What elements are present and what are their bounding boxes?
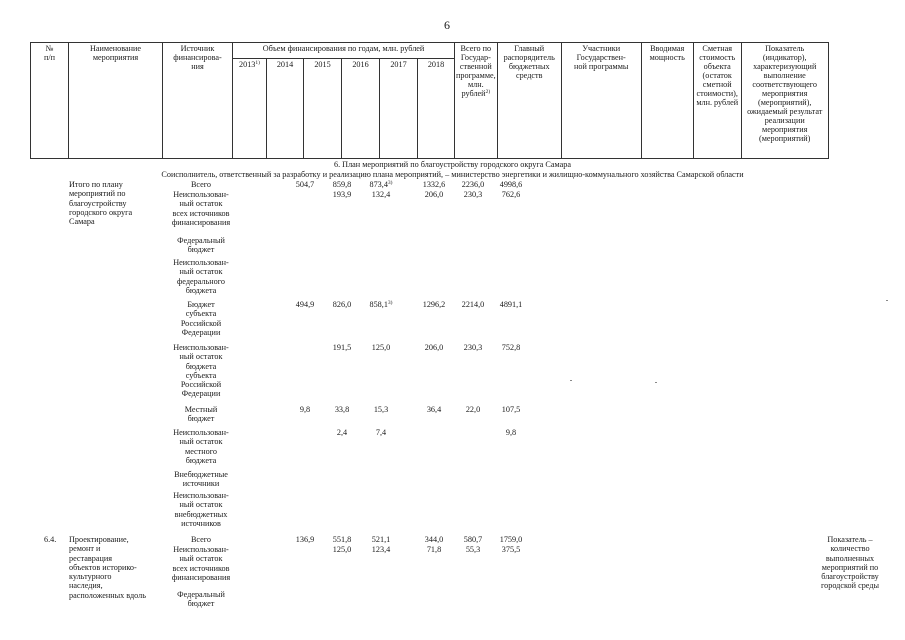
header-indicator: Показатель (индикатор), характеризующий выполнение соответствующего мероприятия (мероприятий), ожидаемый результат реализации мероприятия (мероприятий) <box>741 43 828 159</box>
value-total: 752,8 <box>501 343 521 352</box>
value-2016: 521,1 <box>371 535 391 544</box>
value-total: 1759,0 <box>499 535 523 544</box>
value-2018: 580,7 <box>463 535 483 544</box>
value-2016: 132,4 <box>371 190 391 199</box>
value-2015: 191,5 <box>332 343 352 352</box>
item-name: Проектирование, ремонт и реставрация объектов историко- культурного наследия, расположенных вдоль <box>69 535 146 600</box>
header-year-2018: 2018 <box>418 59 455 159</box>
value-2017: 71,8 <box>426 545 442 554</box>
source-label: Федеральный бюджет <box>177 236 225 255</box>
value-2014: 494,9 <box>295 300 315 309</box>
value-2015: 193,9 <box>332 190 352 199</box>
header-manager: Главный распорядитель бюджетных средств <box>497 43 561 159</box>
value-2016: 7,4 <box>375 428 387 437</box>
value-2018: 230,3 <box>463 343 483 352</box>
value-2015: 2,4 <box>336 428 348 437</box>
value-2016: 15,3 <box>373 405 389 414</box>
header-year-2015: 2015 <box>304 59 342 159</box>
value-2015: 33,8 <box>334 405 350 414</box>
source-label: Всего <box>190 180 212 189</box>
value-total: 762,6 <box>501 190 521 199</box>
value-2017: 206,0 <box>424 190 444 199</box>
source-label: Неиспользован- ный остаток местного бюджета <box>173 428 229 465</box>
value-2015: 125,0 <box>332 545 352 554</box>
header-volume: Объем финансирования по годам, млн. рублей <box>233 43 455 59</box>
value-2017: 206,0 <box>424 343 444 352</box>
value-total: 4998,6 <box>499 180 523 189</box>
header-year-2014: 2014 <box>267 59 304 159</box>
header-estimate: Сметная стоимость объекта (остаток сметной стоимости), млн. рублей <box>693 43 741 159</box>
header-year-2017: 2017 <box>380 59 418 159</box>
scan-speck <box>570 380 572 381</box>
header-num: № п/п <box>31 43 69 159</box>
header-year-2016: 2016 <box>342 59 380 159</box>
source-label: Неиспользован- ный остаток федерального бюджета <box>173 258 229 295</box>
source-label: Всего <box>190 535 212 544</box>
value-2016: 858,1$^{3)}$ <box>369 300 393 309</box>
source-label: Бюджет субъекта Российской Федерации <box>180 300 222 337</box>
source-label: Местный бюджет <box>184 405 218 424</box>
value-2015: 551,8 <box>332 535 352 544</box>
value-total: 4891,1 <box>499 300 523 309</box>
total-block-name: Итого по плану мероприятий по благоустройству городского округа Самара <box>69 180 133 227</box>
value-2016: 125,0 <box>371 343 391 352</box>
source-label: Неиспользован- ный остаток всех источников финансирования <box>171 190 231 227</box>
value-2014: 504,7 <box>295 180 315 189</box>
value-2018: 230,3 <box>463 190 483 199</box>
page-number: 6 <box>444 18 450 32</box>
header-total: Всего по Государ- ственной программе, млн. рублей$^{2)}$ <box>455 43 498 159</box>
section-executor: Соисполнитель, ответственный за разработку и реализацию плана мероприятий, – министерство энергетики и жилищно-коммунального хозяйства Самарской области <box>161 170 744 179</box>
value-2018: 2236,0 <box>461 180 485 189</box>
value-2015: 859,8 <box>332 180 352 189</box>
source-label: Неиспользован- ный остаток бюджета субъекта Российской Федерации <box>173 343 229 399</box>
scan-speck <box>655 382 657 383</box>
item-number: 6.4. <box>44 535 57 544</box>
source-label: Неиспользован- ный остаток внебюджетных источников <box>173 491 229 528</box>
source-label: Внебюджетные источники <box>174 470 228 489</box>
value-2018: 55,3 <box>465 545 481 554</box>
value-total: 107,5 <box>501 405 521 414</box>
value-2017: 344,0 <box>424 535 444 544</box>
value-2016: 123,4 <box>371 545 391 554</box>
source-label: Неиспользован- ный остаток всех источников финансирования <box>171 545 231 582</box>
value-total: 375,5 <box>501 545 521 554</box>
value-2017: 1296,2 <box>422 300 446 309</box>
table-header <box>30 42 829 159</box>
header-participants: Участники Государствен- ной программы <box>561 43 641 159</box>
value-2015: 826,0 <box>332 300 352 309</box>
source-label: Федеральный бюджет <box>177 590 225 609</box>
value-2018: 2214,0 <box>461 300 485 309</box>
header-source: Источник финансирова- ния <box>163 43 233 159</box>
value-2017: 1332,6 <box>422 180 446 189</box>
value-total: 9,8 <box>505 428 517 437</box>
value-2018: 22,0 <box>465 405 481 414</box>
header-name: Наименование мероприятия <box>69 43 163 159</box>
header-year-2013: 2013$^{1)}$ <box>233 59 267 159</box>
section-title: 6. План мероприятий по благоустройству городского округа Самара <box>333 160 572 169</box>
header-capacity: Вводимая мощность <box>641 43 693 159</box>
value-2014: 9,8 <box>299 405 311 414</box>
value-2014: 136,9 <box>295 535 315 544</box>
scan-speck <box>886 300 888 301</box>
value-2016: 873,4$^{3)}$ <box>369 180 393 189</box>
value-2017: 36,4 <box>426 405 442 414</box>
item-indicator: Показатель – количество выполненных мероприятий по благоустройству городской среды <box>820 535 879 591</box>
